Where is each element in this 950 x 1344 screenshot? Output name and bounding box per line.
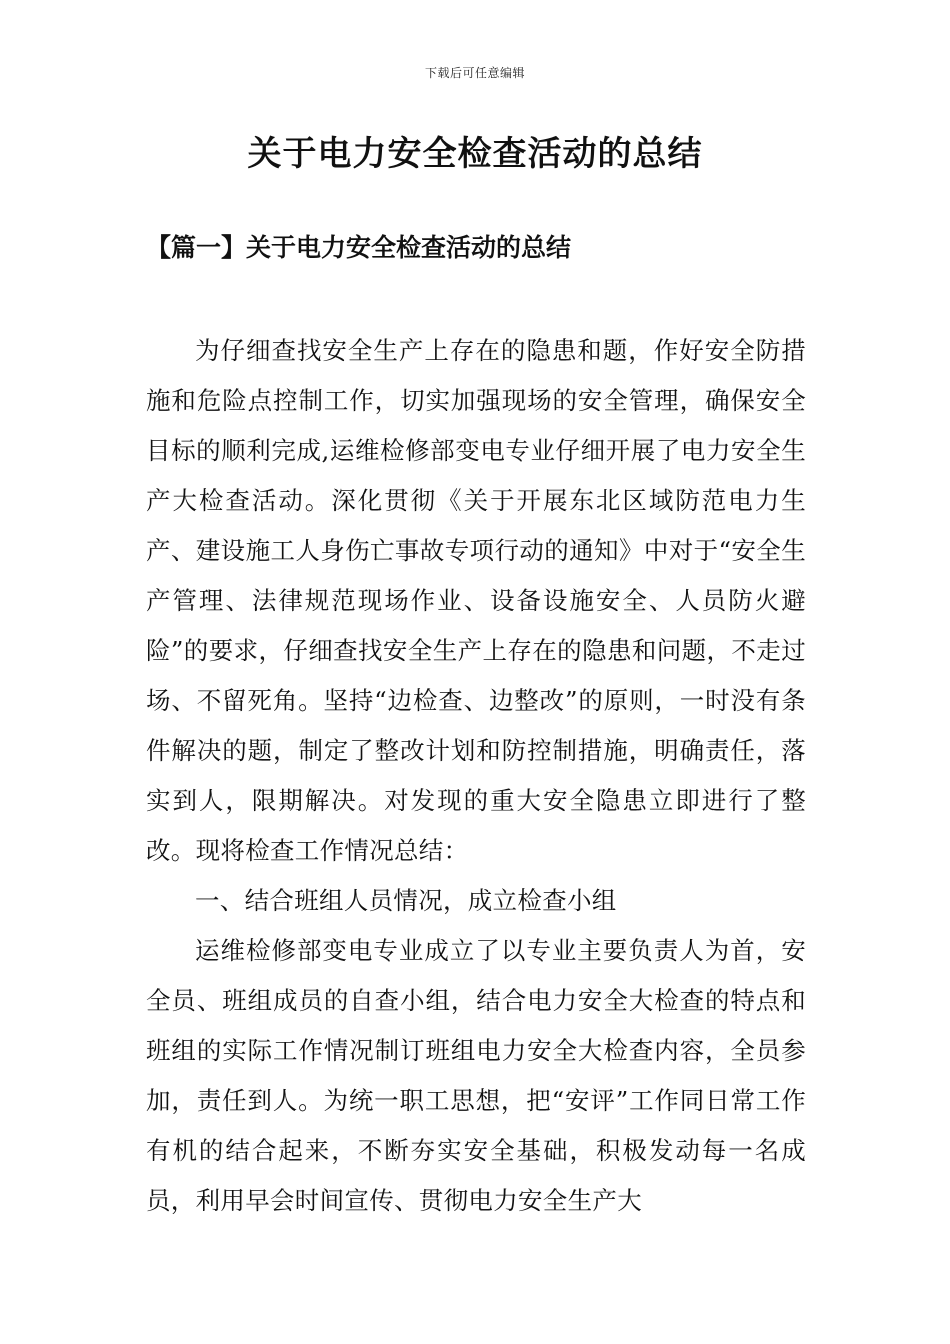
body-text — [146, 326, 806, 1226]
section-heading: 【篇一】关于电力安全检查活动的总结 — [146, 233, 572, 262]
subheading-team-formation: 一、结合班组人员情况，成立检查小组 — [195, 886, 617, 915]
paragraph-intro: 为仔细查找安全生产上存在的隐患和题，作好安全防措施和危险点控制工作，切实加强现场的安全管理，确保安全目标的顺利完成,运维检修部变电专业仔细开展了电力安全生产大检查活动。深化贯彻《关于开展东北区域防范电力生产、建设施工人身伤亡事故专项行动的通知》中对于“安全生产管理、法律规范现场作业、设备设施安全、人员防火避险”的要求，仔细查找安全生产上存在的隐患和问题，不走过场、不留死角。坚持“边检查、边整改”的原则，一时没有条件解决的题，制定了整改计划和防控制措施，明确责任，落实到人，限期解决。对发现的重大安全隐患立即进行了整改。现将检查工作情况总结： — [146, 336, 806, 865]
download-edit-note: 下载后可任意编辑 — [424, 66, 525, 80]
document-title: 关于电力安全检查活动的总结 — [247, 134, 703, 174]
paragraph-team-formation: 运维检修部变电专业成立了以专业主要负责人为首，安全员、班组成员的自查小组，结合电力安全大检查的特点和班组的实际工作情况制订班组电力安全大检查内容，全员参加，责任到人。为统一职工思想，把“安评”工作同日常工作有机的结合起来，不断夯实安全基础，积极发动每一名成员，利用早会时间宣传、贯彻电力安全生产大 — [146, 936, 806, 1215]
